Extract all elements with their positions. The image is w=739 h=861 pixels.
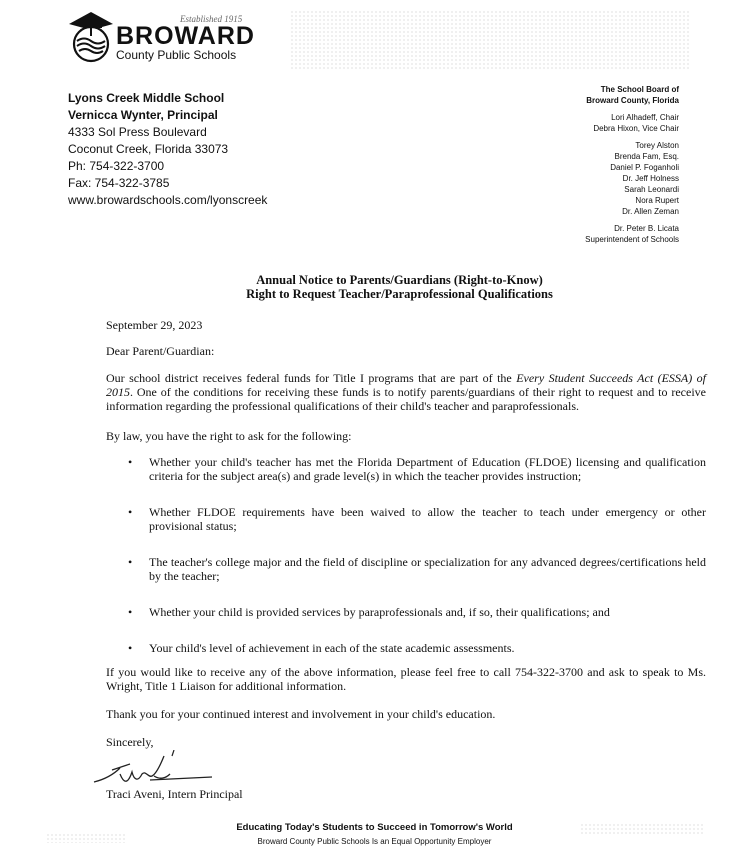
footer-motto	[0, 822, 739, 833]
intro-text-2: . One of the conditions for receiving these funds is to notify parents/guardians of their right to request and to receive information regarding the professional qualifications of their child's teacher and paraprofessionals.	[106, 385, 706, 413]
school-street: 4333 Sol Press Boulevard	[68, 125, 207, 139]
signer-name: Traci Aveni, Intern Principal	[106, 787, 243, 801]
school-phone: Ph: 754-322-3700	[68, 159, 165, 173]
letter-body	[106, 318, 706, 749]
board-member: Dr. Jeff Holness	[622, 174, 679, 183]
intro-paragraph	[106, 371, 706, 413]
intro-text-1: Our school district receives federal funds for Title I programs that are part of the	[106, 371, 517, 385]
list-item	[106, 641, 706, 655]
board-member: Nora Rupert	[635, 196, 679, 205]
school-fax: Fax: 754-322-3785	[68, 176, 170, 190]
bullet-icon: •	[128, 605, 133, 619]
footer-eoe-text: Broward County Public Schools Is an Equal Opportunity Employer	[257, 837, 492, 846]
handwritten-signature	[90, 750, 220, 790]
notice-title-line1: Annual Notice to Parents/Guardians (Right-to-Know)	[256, 273, 543, 287]
header-scan-noise	[290, 10, 690, 70]
list-item	[106, 555, 706, 583]
board-title-line2: Broward County, Florida	[586, 96, 679, 105]
footer-motto-text: Educating Today's Students to Succeed in Tomorrow's World	[236, 822, 513, 833]
bullet-icon: •	[128, 555, 133, 569]
board-member: Brenda Fam, Esq.	[614, 152, 679, 161]
school-name: Lyons Creek Middle School	[68, 91, 225, 105]
superintendent-name: Dr. Peter B. Licata	[614, 224, 679, 233]
board-member: Dr. Allen Zeman	[622, 207, 679, 216]
list-item	[106, 605, 706, 619]
notice-title	[0, 273, 739, 301]
logo-subtitle: County Public Schools	[116, 48, 237, 62]
board-chair: Lori Alhadeff, Chair	[611, 113, 679, 122]
list-item	[106, 505, 706, 533]
list-item-text: The teacher's college major and the field of discipline or specialization for any advanced degrees/certifications held by the teacher;	[149, 555, 706, 583]
bullet-icon: •	[128, 455, 133, 469]
board-title-line1: The School Board of	[600, 85, 679, 94]
contact-paragraph: If you would like to receive any of the above information, please feel free to call 754-322-3700 and ask to speak to Ms. Wright, Title 1 Liaison for additional information.	[106, 665, 706, 693]
school-logo-icon	[66, 8, 116, 64]
board-vice-chair: Debra Hixon, Vice Chair	[593, 124, 679, 133]
list-item-text: Your child's level of achievement in each of the state academic assessments.	[149, 641, 515, 655]
board-member: Torey Alston	[635, 141, 679, 150]
intro-act-name: Every Student Succeeds Act (ESSA) of 2015	[106, 371, 706, 399]
board-member: Daniel P. Foganholi	[610, 163, 679, 172]
school-info	[68, 90, 267, 209]
footer-eoe	[0, 837, 739, 846]
principal-name: Vernicca Wynter, Principal	[68, 108, 218, 122]
by-law-statement: By law, you have the right to ask for the following:	[106, 429, 352, 443]
list-item-text: Whether your child is provided services by paraprofessionals and, if so, their qualifications; and	[149, 605, 610, 619]
notice-title-line2: Right to Request Teacher/Paraprofessional Qualifications	[246, 287, 553, 301]
bullet-icon: •	[128, 505, 133, 519]
list-item-text: Whether FLDOE requirements have been waived to allow the teacher to teach under emergency or other provisional status;	[149, 505, 706, 533]
logo-name: BROWARD	[116, 22, 255, 50]
list-item	[106, 455, 706, 483]
letter-greeting: Dear Parent/Guardian:	[106, 344, 215, 358]
school-city: Coconut Creek, Florida 33073	[68, 142, 229, 156]
logo-established: Established 1915	[180, 14, 243, 24]
superintendent-title: Superintendent of Schools	[585, 235, 679, 244]
bullet-icon: •	[128, 641, 133, 655]
letter-closing: Sincerely,	[106, 735, 154, 749]
list-item-text: Whether your child's teacher has met the Florida Department of Education (FLDOE) licensing and qualification criteria for the subject area(s) and grade level(s) in which the teacher provides instruction;	[149, 455, 706, 483]
board-member: Sarah Leonardi	[624, 185, 679, 194]
school-website: www.browardschools.com/lyonscreek	[68, 193, 268, 207]
letter-date: September 29, 2023	[106, 318, 203, 332]
rights-list	[106, 455, 706, 655]
school-board-list	[585, 84, 679, 245]
thanks-paragraph: Thank you for your continued interest and involvement in your child's education.	[106, 707, 496, 721]
